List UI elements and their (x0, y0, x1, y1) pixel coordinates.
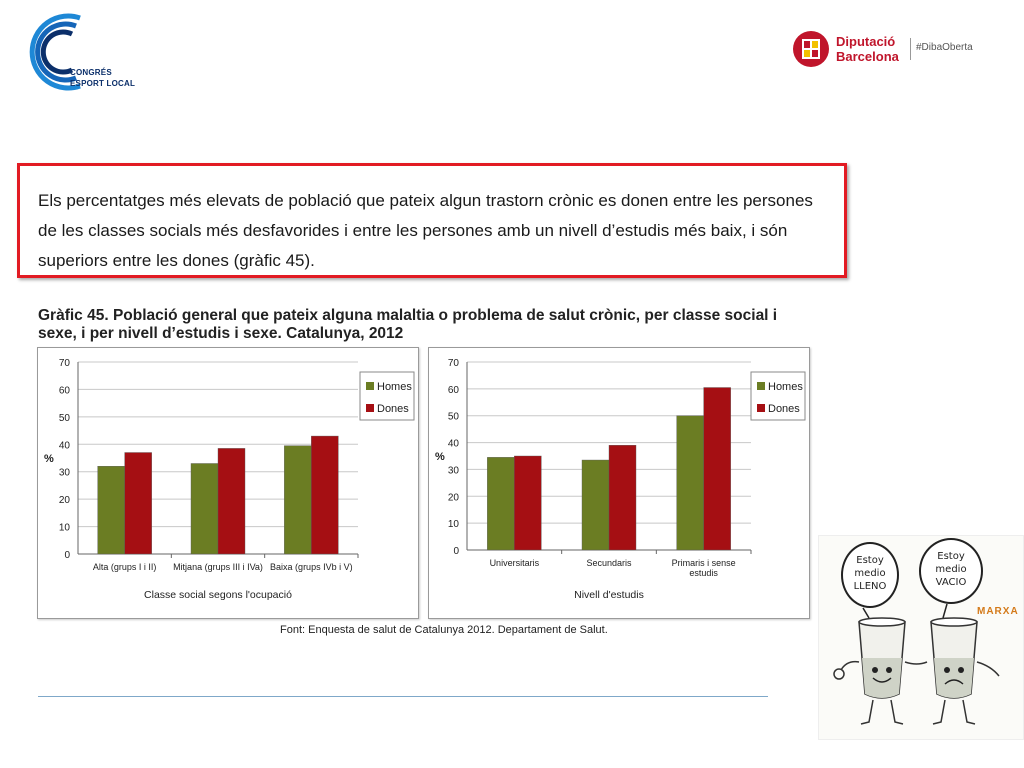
y-tick-label: 40 (58, 440, 70, 452)
bubble-line: Estoy (856, 555, 884, 566)
footer-divider (38, 696, 768, 697)
diputacio-name-line: Diputació (836, 34, 896, 49)
congres-logo (18, 12, 158, 92)
legend-swatch (757, 404, 765, 412)
x-tick-label: Alta (grups I i II) (92, 562, 157, 572)
chart-education-svg (429, 348, 809, 618)
chart-social-class-svg (38, 348, 418, 618)
bubble-line: medio (935, 564, 967, 575)
legend-label: Dones (377, 403, 409, 415)
y-tick-label: 10 (58, 522, 70, 534)
congres-logo-line: CONGRÉS (70, 68, 112, 77)
y-tick-label: 20 (447, 492, 459, 504)
legend-label: Homes (768, 381, 803, 393)
congres-logo-line: ESPORT LOCAL (70, 79, 136, 88)
legend-swatch (366, 404, 374, 412)
speech-bubble-empty (919, 538, 983, 604)
y-tick-label: 40 (447, 438, 459, 450)
x-tick-label: Secundaris (586, 558, 632, 568)
bar-homes (98, 466, 125, 554)
x-axis-label: Nivell d'estudis (574, 589, 644, 601)
y-tick-label: 50 (447, 411, 459, 423)
x-tick-label: Baixa (grups IVb i V) (270, 562, 353, 572)
bar-dones (514, 456, 541, 550)
highlight-text: Els percentatges més elevats de població que pateix algun trastorn crònic es donen entre les persones de les classes socials més desfavorides i entre les persones amb un nivell d’estudis més baix, i són superiors entre les dones (gràfic 45). (38, 191, 813, 270)
cartoon-brand: MARXA (977, 606, 1019, 617)
y-tick-label: 0 (64, 550, 70, 561)
y-tick-label: 60 (447, 384, 459, 396)
bubble-line: Estoy (937, 551, 965, 562)
bar-homes (191, 463, 218, 554)
highlight-box (17, 163, 847, 278)
x-tick-label: Mitjana (grups III i IVa) (173, 562, 263, 572)
bar-dones (218, 448, 245, 554)
bubble-line: VACIO (935, 577, 967, 588)
graph-title: Gràfic 45. Població general que pateix alguna malaltia o problema de salut crònic, per classe social i sexe, i per nivell d’estudis i sexe. Catalunya, 2012 (38, 307, 778, 342)
diputacio-logo (792, 30, 992, 70)
chart-education (428, 347, 810, 619)
bar-dones (609, 445, 636, 550)
y-tick-label: 70 (58, 358, 70, 369)
y-tick-label: 50 (58, 412, 70, 424)
bar-homes (487, 457, 514, 550)
y-tick-label: 70 (447, 358, 459, 369)
bar-homes (582, 460, 609, 550)
speech-bubble-full (841, 542, 899, 608)
diputacio-emblem-icon (792, 30, 830, 68)
bar-dones (311, 436, 338, 554)
bar-homes (284, 446, 311, 554)
y-tick-label: 30 (58, 467, 70, 479)
bubble-line: medio (854, 568, 886, 579)
y-tick-label: 10 (447, 519, 459, 531)
logo-divider (910, 38, 911, 60)
y-tick-label: 0 (453, 546, 459, 557)
legend-swatch (757, 382, 765, 390)
diputacio-name-line: Barcelona (836, 49, 899, 64)
y-axis-label: % (44, 453, 54, 465)
x-axis-label: Classe social segons l'ocupació (144, 589, 292, 601)
chart-social-class (37, 347, 419, 619)
bar-dones (125, 453, 152, 554)
bar-dones (704, 388, 731, 550)
legend-label: Homes (377, 381, 412, 393)
source-note: Font: Enquesta de salut de Catalunya 2012. Departament de Salut. (280, 624, 608, 636)
x-tick-label: Universitaris (489, 558, 540, 568)
bar-homes (677, 416, 704, 550)
legend-label: Dones (768, 403, 800, 415)
congres-logo-text (70, 67, 135, 89)
y-tick-label: 60 (58, 385, 70, 397)
legend-swatch (366, 382, 374, 390)
diputacio-name (836, 34, 899, 64)
bubble-line: LLENO (853, 581, 887, 592)
y-tick-label: 30 (447, 465, 459, 477)
x-tick-label: estudis (689, 568, 718, 578)
y-axis-label: % (435, 451, 445, 463)
glasses-cartoon (818, 535, 1024, 740)
diba-hashtag: #DibaOberta (916, 42, 973, 53)
x-tick-label: Primaris i sense (671, 558, 736, 568)
y-tick-label: 20 (58, 495, 70, 507)
